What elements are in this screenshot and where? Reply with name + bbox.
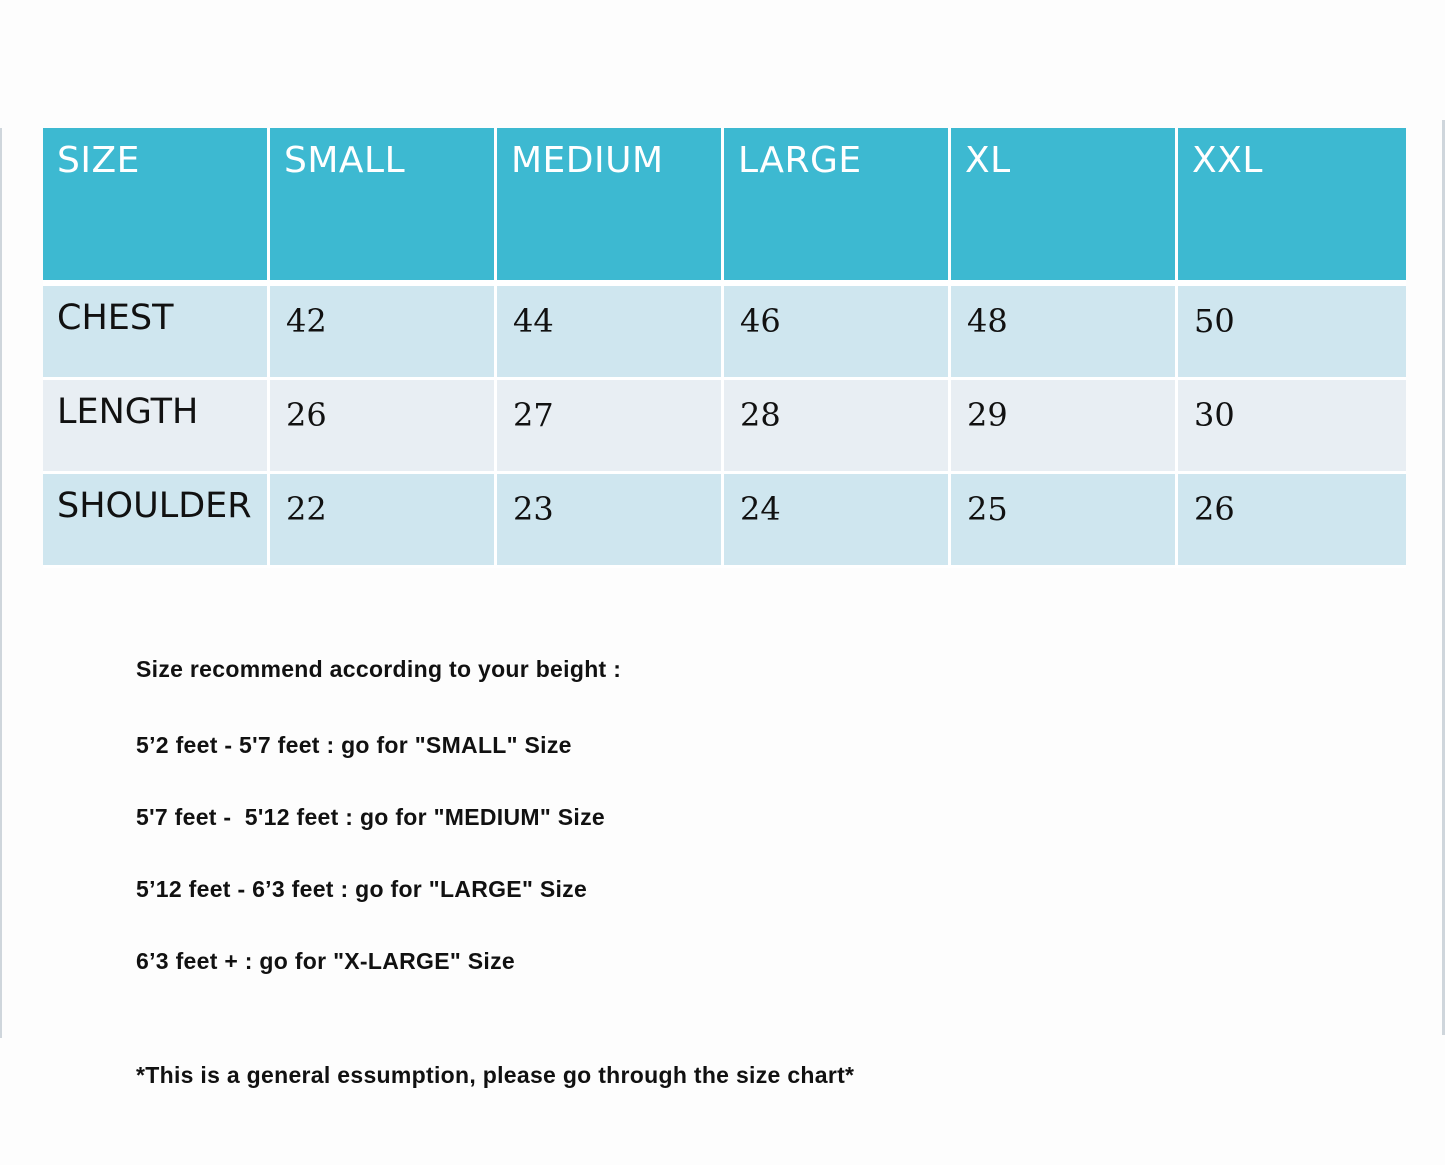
table-row-shoulder [43, 474, 1406, 568]
table-cell: 42 [270, 286, 497, 380]
table-cell: 22 [270, 474, 497, 568]
header-size: SIZE [43, 128, 270, 280]
table-cell: 26 [270, 380, 497, 474]
size-chart-table [43, 128, 1406, 568]
table-row-length [43, 380, 1406, 474]
table-cell: 30 [1178, 380, 1406, 474]
header-small: SMALL [270, 128, 497, 280]
header-large: LARGE [724, 128, 951, 280]
table-row-chest [43, 286, 1406, 380]
recommendation-small: 5’2 feet - 5'7 feet : go for "SMALL" Size [136, 732, 572, 758]
table-cell: 26 [1178, 474, 1406, 568]
header-medium: MEDIUM [497, 128, 724, 280]
table-cell: 46 [724, 286, 951, 380]
table-cell: 25 [951, 474, 1178, 568]
header-xl: XL [951, 128, 1178, 280]
table-cell: 48 [951, 286, 1178, 380]
row-label-length: LENGTH [43, 380, 270, 474]
recommendation-large: 5’12 feet - 6’3 feet : go for "LARGE" Size [136, 876, 588, 902]
table-cell: 28 [724, 380, 951, 474]
table-cell: 44 [497, 286, 724, 380]
row-label-chest: CHEST [43, 286, 270, 380]
recommendation-medium: 5'7 feet - 5'12 feet : go for "MEDIUM" Size [136, 804, 605, 830]
footnote-disclaimer: *This is a general essumption, please go through the size chart* [136, 1062, 855, 1088]
header-xxl: XXL [1178, 128, 1406, 280]
row-label-shoulder: SHOULDER [43, 474, 270, 568]
recommendation-heading: Size recommend according to your beight : [136, 656, 622, 682]
left-border-line [0, 128, 2, 1038]
table-cell: 27 [497, 380, 724, 474]
table-header-row [43, 128, 1406, 280]
recommendation-xlarge: 6’3 feet + : go for "X-LARGE" Size [136, 948, 515, 974]
table-cell: 23 [497, 474, 724, 568]
table-cell: 50 [1178, 286, 1406, 380]
table-cell: 24 [724, 474, 951, 568]
table-cell: 29 [951, 380, 1178, 474]
